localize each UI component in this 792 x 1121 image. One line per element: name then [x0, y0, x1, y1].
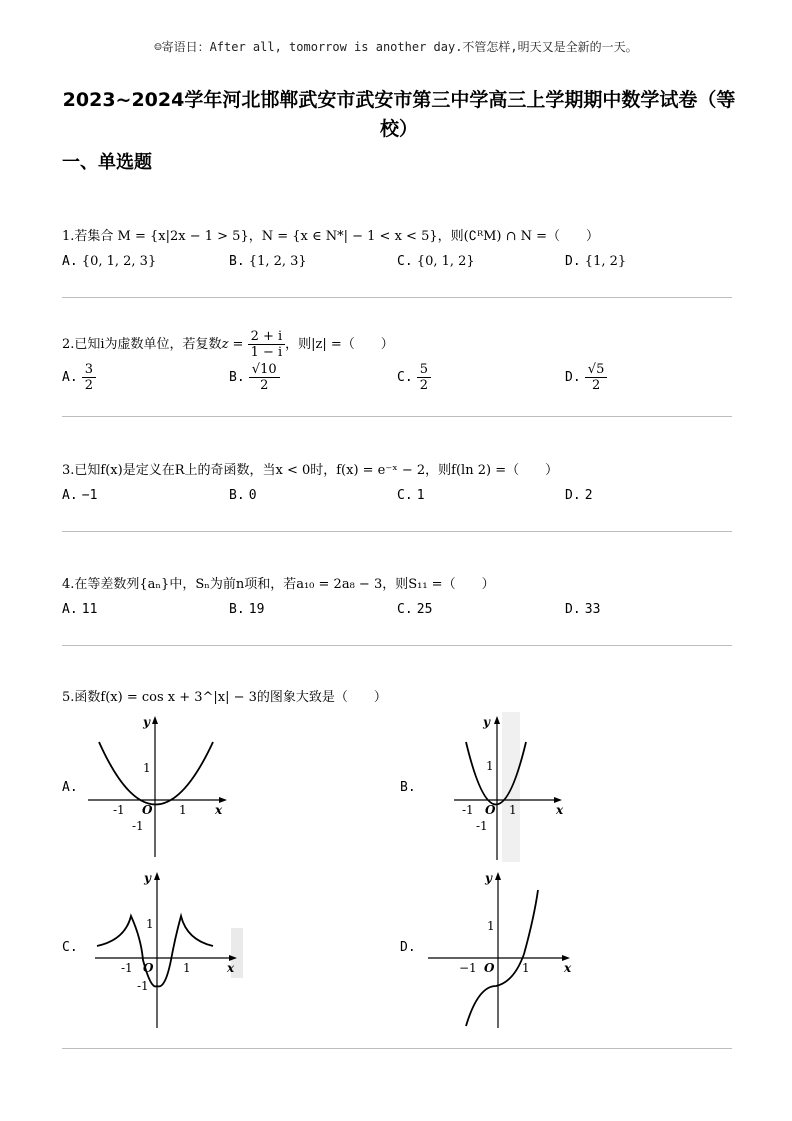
x-label: x	[564, 961, 572, 975]
divider	[62, 1048, 732, 1049]
tick-1-x: 1	[179, 803, 187, 817]
y-axis-arrow	[494, 716, 500, 724]
option-4c: C. 25	[397, 602, 433, 617]
y-label: y	[144, 871, 151, 885]
question-2	[62, 329, 732, 402]
option-2c: C. $\frac{5}{2}$	[397, 362, 431, 393]
option-5c-label: C.	[62, 940, 78, 955]
y-label: y	[483, 715, 490, 729]
tick-1-y: 1	[487, 919, 495, 933]
tick-neg1-x: −1	[459, 961, 477, 975]
y-axis-arrow	[495, 872, 501, 880]
divider	[62, 297, 732, 298]
option-2b: B. $\frac{√10}{2}$	[229, 362, 280, 393]
option-3a: A. −1	[62, 488, 98, 503]
option-2d: D. $\frac{√5}{2}$	[565, 362, 607, 393]
question-3	[62, 459, 732, 528]
tick-neg1-x: -1	[462, 803, 474, 817]
question-4-stem: 4.在等差数列{aₙ}中，Sₙ为前n项和，若a₁₀ = 2a₈ − 3，则S₁₁ =（ ）	[62, 577, 495, 592]
origin-label: O	[142, 803, 153, 817]
tick-1-y: 1	[486, 759, 494, 773]
tick-1-x: 1	[509, 803, 517, 817]
question-2-stem: 2.已知i为虚数单位，若复数z = $\frac{2 + i}{1 - i}$ ，则|z| =（ ）	[62, 329, 394, 360]
tick-neg1-y: -1	[476, 819, 488, 833]
function-curve	[99, 742, 213, 805]
tick-neg1-y: -1	[137, 979, 149, 993]
option-4d: D. 33	[565, 602, 601, 617]
origin-label: O	[485, 803, 496, 817]
y-axis-arrow	[152, 716, 158, 724]
x-label: x	[227, 961, 235, 975]
option-1b: B. {1, 2, 3}	[229, 254, 307, 269]
divider	[62, 416, 732, 417]
tick-1-x: 1	[183, 961, 191, 975]
section-heading: 一、单选题	[62, 152, 152, 173]
graph-a	[85, 712, 235, 862]
tick-1-y: 1	[143, 761, 151, 775]
origin-label: O	[143, 961, 154, 975]
graph-d	[426, 868, 586, 1033]
option-1a: A. {0, 1, 2, 3}	[62, 254, 157, 269]
graph-c	[85, 868, 255, 1033]
tick-neg1-x: -1	[121, 961, 133, 975]
tick-neg1-y: -1	[132, 819, 144, 833]
option-5d-label: D.	[400, 940, 416, 955]
tick-1-y: 1	[146, 917, 154, 931]
question-1	[62, 225, 732, 294]
question-1-stem: 1.若集合 M = {x|2x − 1 > 5}，N = {x ∈ N*| − 1 < x < 5}，则(∁ᴿM) ∩ N =（ ）	[62, 229, 600, 244]
divider	[62, 531, 732, 532]
option-4a: A. 11	[62, 602, 98, 617]
x-label: x	[556, 803, 564, 817]
option-1c: C. {0, 1, 2}	[397, 254, 475, 269]
tick-neg1-x: -1	[113, 803, 125, 817]
divider	[62, 645, 732, 646]
y-axis-arrow	[154, 872, 160, 880]
y-label: y	[143, 715, 150, 729]
x-label: x	[215, 803, 223, 817]
y-label: y	[485, 871, 492, 885]
option-3c: C. 1	[397, 488, 425, 503]
option-4b: B. 19	[229, 602, 265, 617]
page-title: 2023~2024学年河北邯郸武安市武安市第三中学高三上学期期中数学试卷（等校）	[62, 89, 736, 140]
question-4	[62, 573, 732, 642]
question-5	[62, 686, 732, 705]
function-curve	[97, 916, 213, 986]
option-1d: D. {1, 2}	[565, 254, 627, 269]
question-5-stem: 5.函数f(x) = cos x + 3^|x| − 3的图象大致是（ ）	[62, 690, 387, 705]
option-2a: A. $\frac{3}{2}$	[62, 362, 96, 393]
tick-1-x: 1	[522, 961, 530, 975]
question-3-stem: 3.已知f(x)是定义在R上的奇函数，当x < 0时，f(x) = e⁻ˣ − 2，则f(ln 2) =（ ）	[62, 463, 559, 478]
option-3d: D. 2	[565, 488, 593, 503]
option-5b-label: B.	[400, 780, 416, 795]
origin-label: O	[484, 961, 495, 975]
option-3b: B. 0	[229, 488, 257, 503]
header-motto: ☺寄语日：After all, tomorrow is another day.不管怎样,明天又是全新的一天。	[154, 40, 638, 54]
graph-b	[440, 712, 590, 862]
option-5a-label: A.	[62, 780, 78, 795]
